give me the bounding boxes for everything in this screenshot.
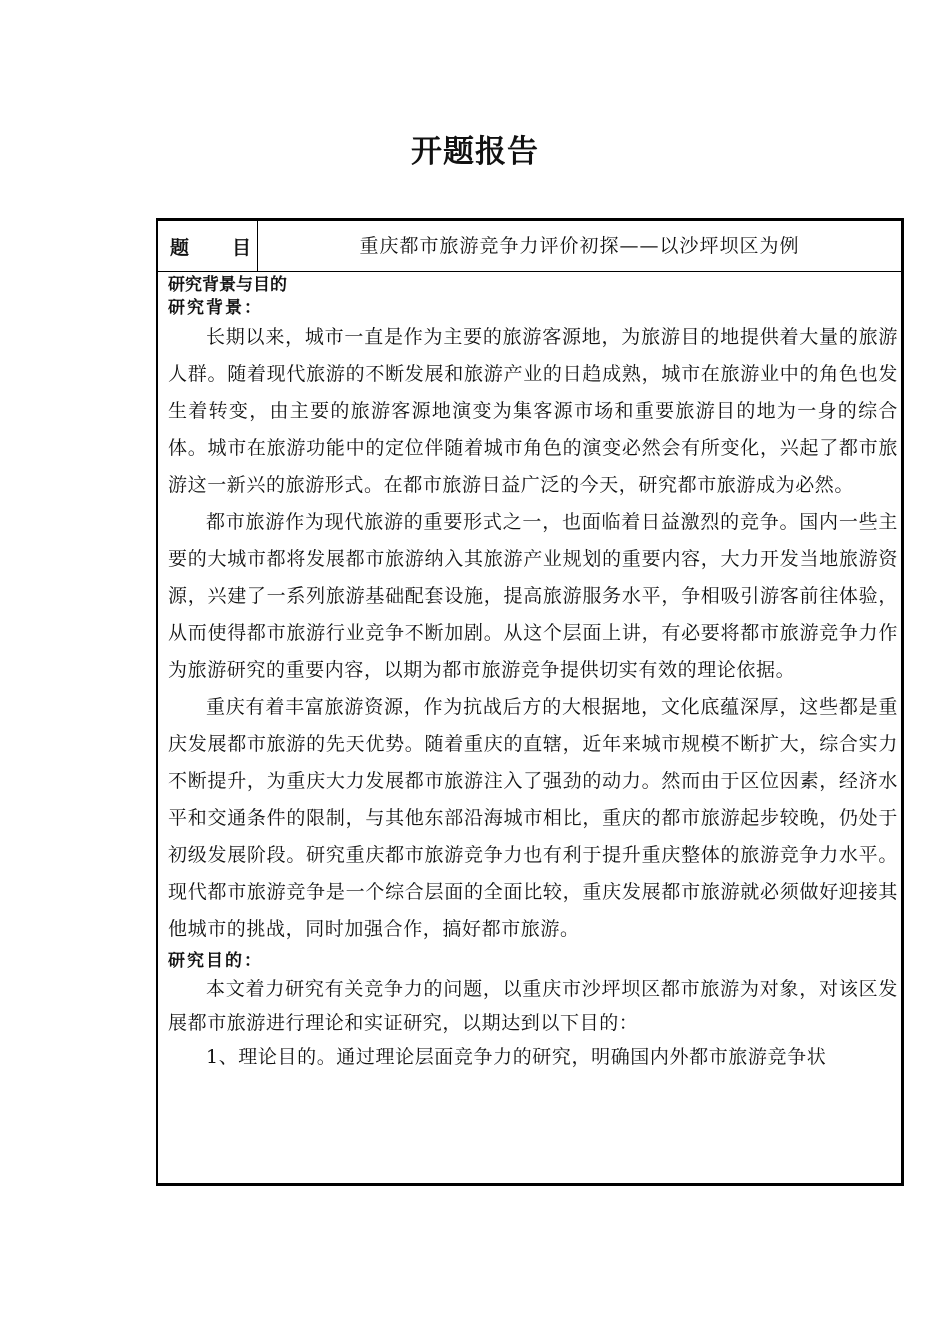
background-paragraph: 都市旅游作为现代旅游的重要形式之一，也面临着日益激烈的竞争。国内一些主要的大城市都将发展都市旅游纳入其旅游产业规划的重要内容，大力开发当地旅游资源，兴建了一系列旅游基础配套设施，提高旅游服务水平，争相吸引游客前往体验，从而使得都市旅游行业竞争不断加剧。从这个层面上讲，有必要将都市旅游竞争力作为旅游研究的重要内容，以期为都市旅游竞争提供切实有效的理论依据。 <box>168 511 898 681</box>
topic-label-char-1: 题 <box>170 237 190 259</box>
section-heading: 研究背景与目的 <box>168 275 287 295</box>
background-heading: 研究背景： <box>168 298 263 318</box>
background-paragraph: 长期以来，城市一直是作为主要的旅游客源地，为旅游目的地提供着大量的旅游人群。随着现代旅游的不断发展和旅游产业的日趋成熟，城市在旅游业中的角色也发生着转变，由主要的旅游客源地演变为集客源市场和重要旅游目的地为一身的综合体。城市在旅游功能中的定位伴随着城市角色的演变必然会有所变化，兴起了都市旅游这一新兴的旅游形式。在都市旅游日益广泛的今天，研究都市旅游成为必然。 <box>168 326 898 496</box>
topic-label-char-2: 目 <box>232 237 252 259</box>
page-title: 开题报告 <box>411 134 539 170</box>
purpose-paragraph: 1、理论目的。通过理论层面竞争力的研究，明确国内外都市旅游竞争状 <box>206 1046 827 1068</box>
content-cell <box>168 273 898 1074</box>
topic-label-cell <box>158 221 258 271</box>
purpose-paragraph: 本文着力研究有关竞争力的问题，以重庆市沙坪坝区都市旅游为对象，对该区发展都市旅游进行理论和实证研究，以期达到以下目的： <box>168 978 898 1034</box>
topic-value: 重庆都市旅游竞争力评价初探——以沙坪坝区为例 <box>359 235 800 257</box>
topic-row <box>158 221 901 272</box>
report-table <box>156 218 904 1186</box>
purpose-heading: 研究目的： <box>168 951 263 971</box>
background-paragraph: 重庆有着丰富旅游资源，作为抗战后方的大根据地，文化底蕴深厚，这些都是重庆发展都市旅游的先天优势。随着重庆的直辖，近年来城市规模不断扩大，综合实力不断提升，为重庆大力发展都市旅游注入了强劲的动力。然而由于区位因素，经济水平和交通条件的限制，与其他东部沿海城市相比，重庆的都市旅游起步较晚，仍处于初级发展阶段。研究重庆都市旅游竞争力也有利于提升重庆整体的旅游竞争力水平。现代都市旅游竞争是一个综合层面的全面比较，重庆发展都市旅游就必须做好迎接其他城市的挑战，同时加强合作，搞好都市旅游。 <box>168 696 898 940</box>
